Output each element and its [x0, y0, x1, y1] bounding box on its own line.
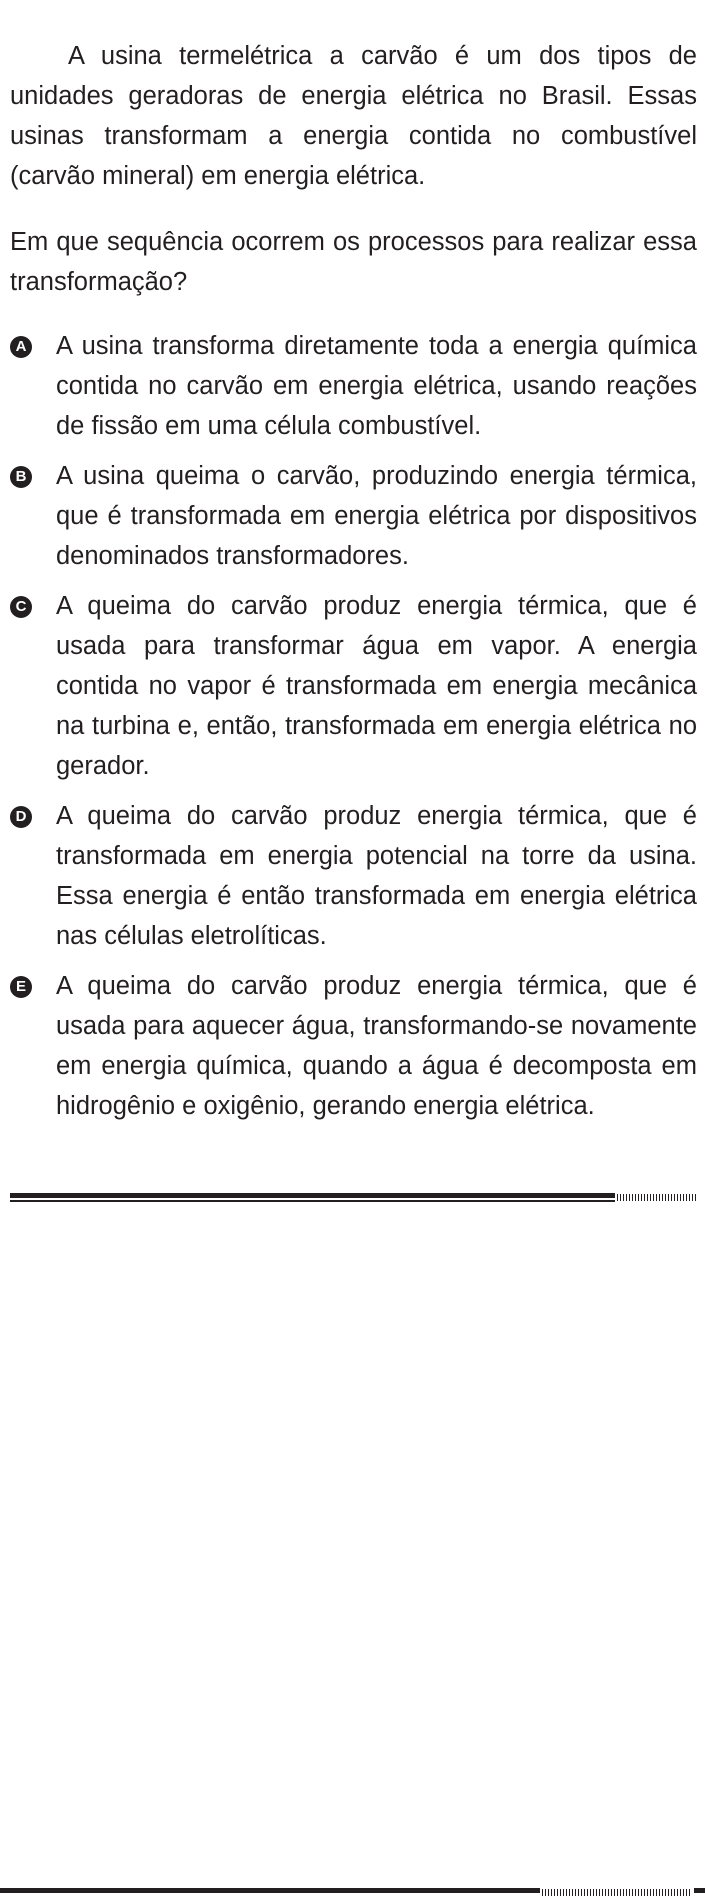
alternative-a[interactable]	[10, 326, 697, 446]
divider-thin-line	[10, 1200, 615, 1202]
alternative-text: A queima do carvão produz energia térmica, que é usada para aquecer água, transformando-se novamente em energia química, quando a água é decomposta em hidrogênio e oxigênio, gerando energia elétrica.	[56, 972, 697, 1120]
intro-text: A usina termelétrica a carvão é um dos tipos de unidades geradoras de energia elétrica no Brasil. Essas usinas transformam a energia contida no combustível (carvão mineral) em energia elétrica.	[10, 42, 697, 190]
alternative-text: A queima do carvão produz energia térmica, que é usada para transformar água em vapor. A energia contida no vapor é transformada em energia mecânica na turbina e, então, transformada em energia elétrica no gerador.	[56, 592, 697, 780]
alternative-e[interactable]	[10, 966, 697, 1126]
alternative-text: A queima do carvão produz energia térmica, que é transformada em energia potencial na torre da usina. Essa energia é então transformada em energia elétrica nas células eletrolíticas.	[56, 802, 697, 950]
option-a-badge: A	[10, 336, 32, 358]
alternative-text: A usina queima o carvão, produzindo energia térmica, que é transformada em energia elétrica por dispositivos denominados transformadores.	[56, 462, 697, 570]
question-text: Em que sequência ocorrem os processos para realizar essa transformação?	[10, 228, 697, 296]
alternative-b[interactable]	[10, 456, 697, 576]
option-e-badge: E	[10, 976, 32, 998]
alternative-text: A usina transforma diretamente toda a energia química contida no carvão em energia elétrica, usando reações de fissão em uma célula combustível.	[56, 332, 697, 440]
bottom-end-cap	[694, 1888, 705, 1893]
alternative-d[interactable]	[10, 796, 697, 956]
bottom-thick-line	[0, 1888, 540, 1893]
option-d-badge: D	[10, 806, 32, 828]
alternative-c[interactable]	[10, 586, 697, 786]
option-c-badge: C	[10, 596, 32, 618]
section-divider	[10, 1191, 697, 1201]
alternatives-list	[10, 326, 697, 1126]
bottom-ticks	[542, 1889, 692, 1896]
option-b-badge: B	[10, 466, 32, 488]
divider-ticks	[617, 1194, 697, 1201]
page-bottom-divider	[0, 1886, 705, 1896]
question-page	[10, 36, 697, 1136]
divider-thick-line	[10, 1193, 615, 1198]
